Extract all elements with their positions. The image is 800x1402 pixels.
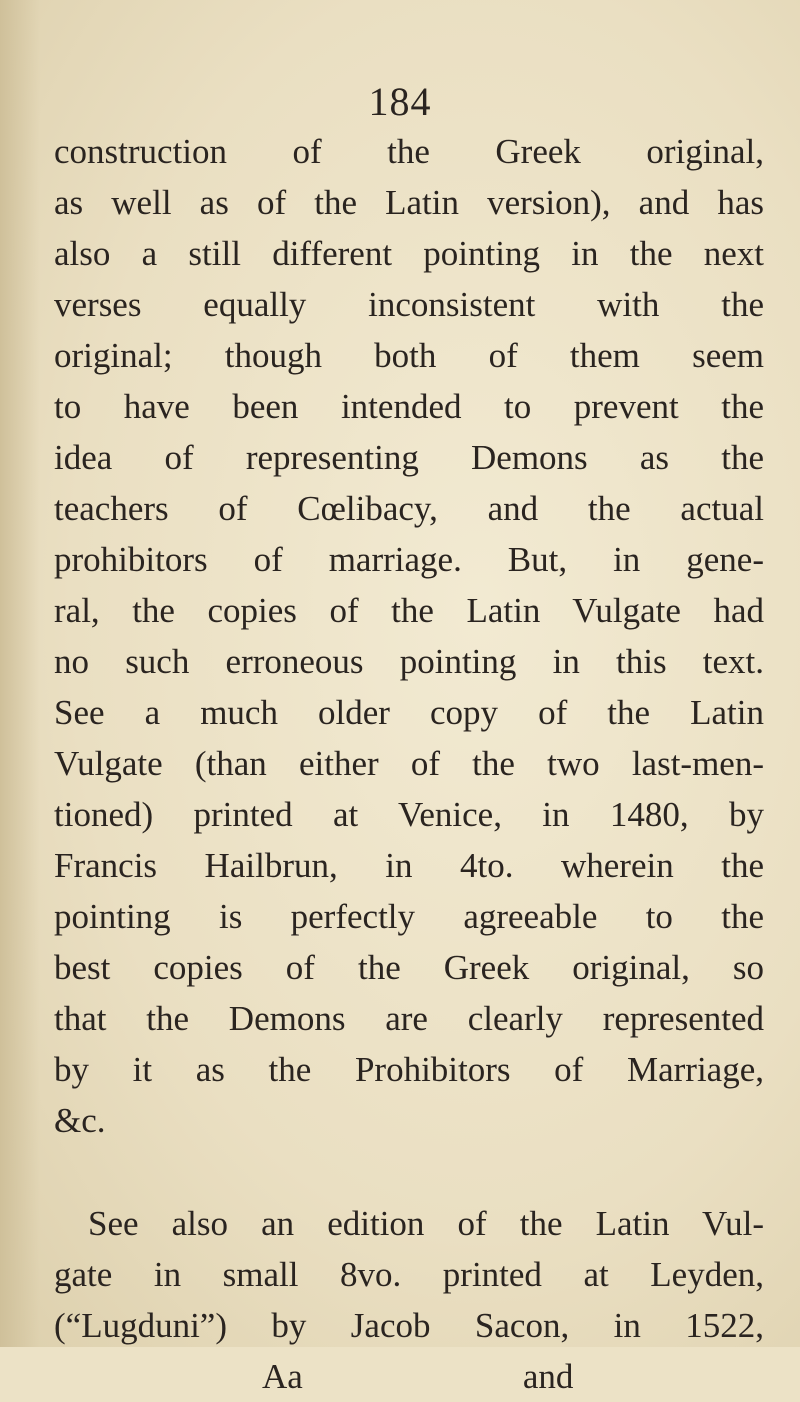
text-line: See a much older copy of the Latin [54,693,764,732]
text-line: idea of representing Demons as the [54,438,764,477]
text-line: (“Lugduni”) by Jacob Sacon, in 1522, [54,1306,764,1345]
text-line: See also an edition of the Latin Vul- [88,1204,764,1243]
text-line: also a still different pointing in the next [54,234,764,273]
page-footer-line [54,1351,764,1402]
text-line: by it as the Prohibitors of Marriage, [54,1050,764,1089]
text-line: pointing is perfectly agreeable to the [54,897,764,936]
catchword: and [522,1357,574,1396]
text-line: best copies of the Greek original, so [54,948,764,987]
text-line: &c. [54,1101,106,1140]
paragraph-gap [54,1146,764,1198]
text-line: gate in small 8vo. printed at Leyden, [54,1255,764,1294]
text-line: construction of the Greek original, [54,132,764,171]
text-line: no such erroneous pointing in this text. [54,642,764,681]
page-number: 184 [368,79,432,124]
body-text [54,126,764,1402]
text-line: as well as of the Latin version), and has [54,183,764,222]
text-line: original; though both of them seem [54,336,764,375]
page-edge-shadow [0,0,40,1347]
signature-mark: Aa [262,1357,303,1396]
text-line: Francis Hailbrun, in 4to. wherein the [54,846,764,885]
text-line: Vulgate (than either of the two last-men- [54,744,764,783]
text-line: ral, the copies of the Latin Vulgate had [54,591,764,630]
text-line: to have been intended to prevent the [54,387,764,426]
text-line: that the Demons are clearly represented [54,999,764,1038]
text-line: teachers of Cœlibacy, and the actual [54,489,764,528]
text-line: verses equally inconsistent with the [54,285,764,324]
text-line: prohibitors of marriage. But, in gene- [54,540,764,579]
text-line: tioned) printed at Venice, in 1480, by [54,795,764,834]
